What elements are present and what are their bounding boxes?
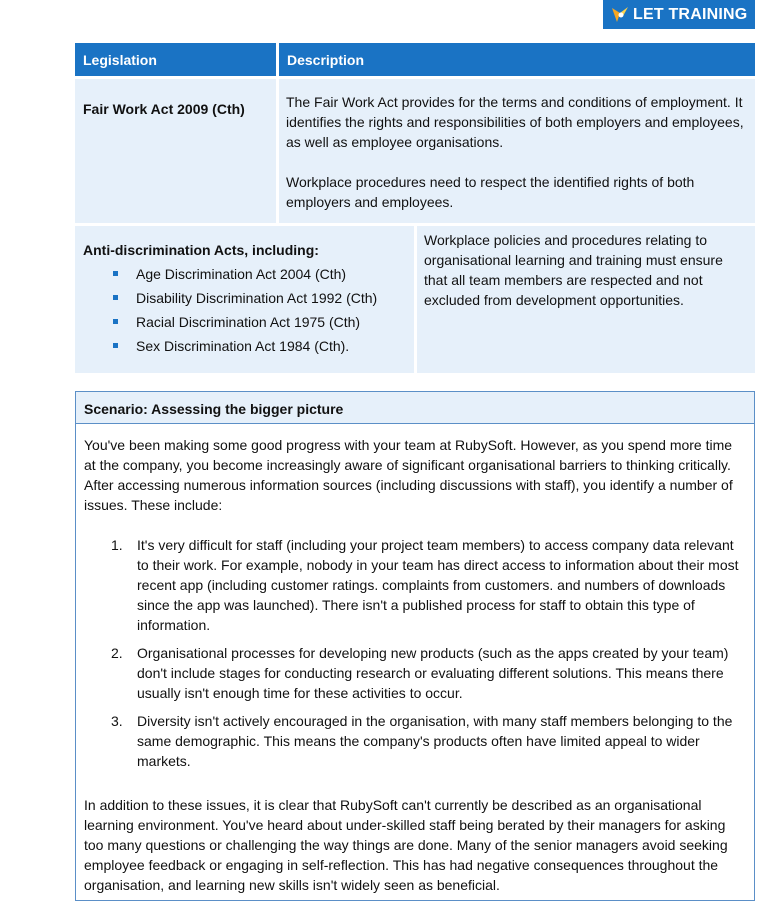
logo-text: LET TRAINING	[633, 5, 748, 23]
row1-description-p1: The Fair Work Act provides for the terms and conditions of employment. It identifies the rights and responsibilities of both employers and employees, as well as employee organisations.	[286, 94, 744, 150]
row2-description	[417, 226, 755, 373]
row1-description-p2: Workplace procedures need to respect the identified rights of both employers and employees.	[286, 174, 695, 210]
issue-text: Organisational processes for developing new products (such as the apps created by your team) don't include stages for conducting research or evaluating different solutions. This means there usually isn't enough time for these activities to occur.	[137, 645, 729, 701]
issues-list	[84, 535, 746, 771]
logo-mark-icon	[609, 4, 631, 26]
scenario-intro: You've been making some good progress with your team at RubySoft. However, as you spend more time at the company, you become increasingly aware of significant organisational barriers to thinking critically. After accessing numerous information sources (including discussions with staff), you identify a number of issues. These include:	[84, 437, 733, 513]
issue-item	[84, 643, 746, 703]
row2-legislation-title: Anti-discrimination Acts, including:	[83, 242, 319, 258]
act-item: Racial Discrimination Act 1975 (Cth)	[83, 310, 406, 334]
scenario-closing: In addition to these issues, it is clear that RubySoft can't currently be described as an organisational learning environment. You've heard about under-skilled staff being berated by their managers for asking too many questions or challenging the way things are done. Many of the senior managers avoid seeking employee feedback or engaging in self-reflection. This has had negative consequences throughout the organisation, and learning new skills isn't widely seen as beneficial.	[84, 797, 728, 893]
scenario-body	[76, 424, 754, 895]
issue-item	[84, 711, 746, 771]
header-legislation: Legislation	[75, 43, 276, 76]
row1-description	[279, 79, 755, 223]
issue-number: 3.	[111, 713, 123, 729]
act-item: Sex Discrimination Act 1984 (Cth).	[83, 334, 406, 358]
row2-description-text: Workplace policies and procedures relating to organisational learning and training must ensure that all team members are respected and not excluded from development opportunities.	[424, 232, 723, 308]
acts-list	[83, 262, 406, 358]
issue-item	[84, 535, 746, 635]
issue-text: It's very difficult for staff (including your project team members) to access company data relevant to their work. For example, nobody in your team has direct access to information about their most recent app (including customer ratings. complaints from customers. and numbers of downloads since the app was launched). There isn't a published process for staff to obtain this type of information.	[137, 537, 739, 633]
row1-legislation-text: Fair Work Act 2009 (Cth)	[83, 101, 245, 117]
act-item: Age Discrimination Act 2004 (Cth)	[83, 262, 406, 286]
let-training-logo	[603, 0, 755, 29]
scenario-title: Scenario: Assessing the bigger picture	[76, 392, 754, 424]
issue-number: 2.	[111, 645, 123, 661]
issue-text: Diversity isn't actively encouraged in the organisation, with many staff members belonging to the same demographic. This means the company's products often have limited appeal to wider markets.	[137, 713, 733, 769]
act-item: Disability Discrimination Act 1992 (Cth)	[83, 286, 406, 310]
issue-number: 1.	[111, 537, 123, 553]
row1-legislation	[75, 79, 276, 223]
header-description: Description	[279, 43, 755, 76]
scenario-box	[75, 391, 755, 901]
row2-legislation	[75, 226, 414, 373]
